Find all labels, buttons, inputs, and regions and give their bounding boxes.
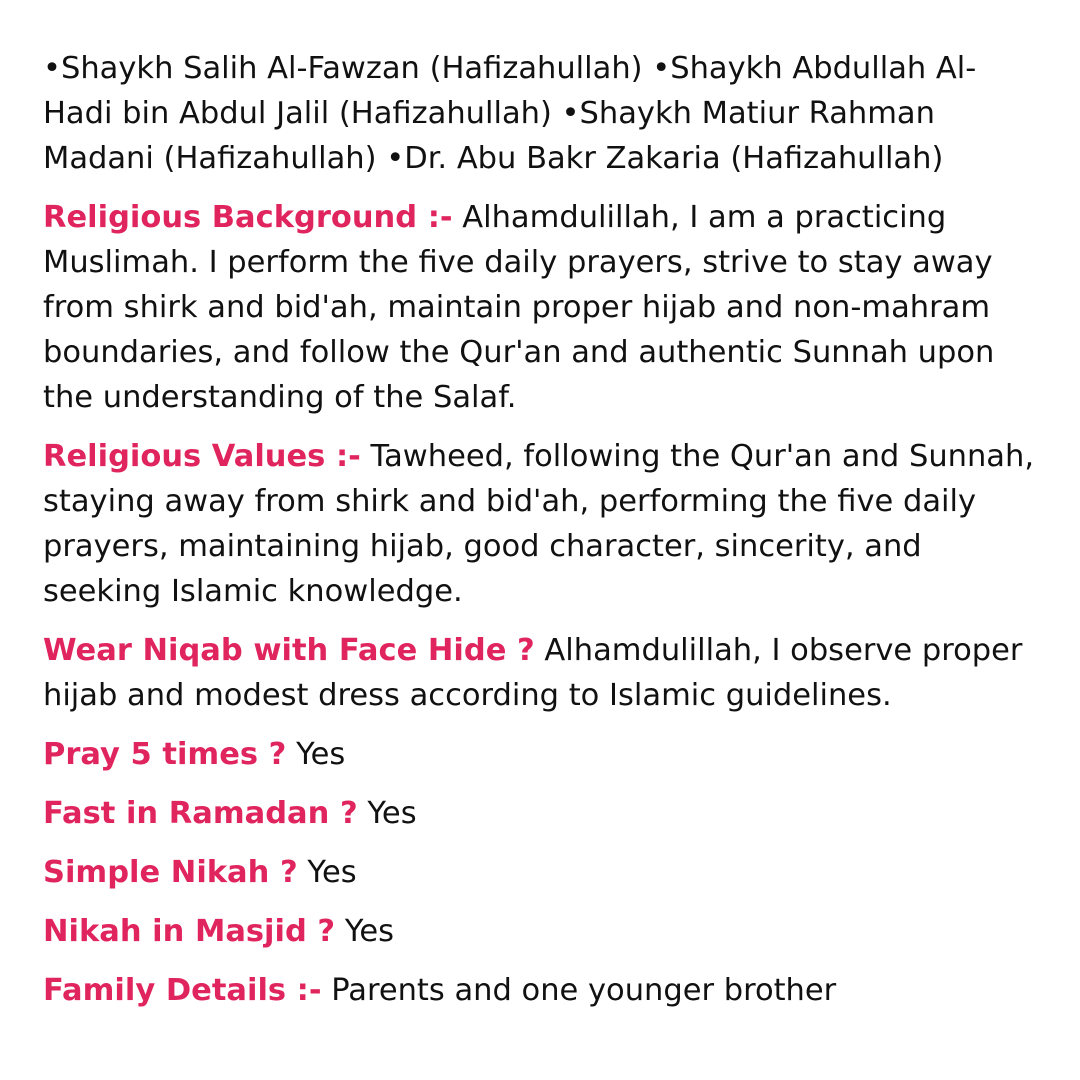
religious-values-section <box>43 434 1043 614</box>
nikah-masjid-section <box>43 909 1043 954</box>
fast-text: Yes <box>367 796 417 831</box>
pray-section <box>43 732 1043 777</box>
religious-background-label: Religious Background :- <box>43 200 453 235</box>
document-body <box>43 46 1043 1027</box>
simple-nikah-text: Yes <box>307 855 357 890</box>
niqab-text: Alhamdulillah, I observe proper hijab and modest dress according to Islamic guidelines. <box>43 633 1023 713</box>
fast-label: Fast in Ramadan ? <box>43 796 358 831</box>
nikah-masjid-label: Nikah in Masjid ? <box>43 914 336 949</box>
family-details-label: Family Details :- <box>43 973 322 1008</box>
niqab-label: Wear Niqab with Face Hide ? <box>43 633 535 668</box>
niqab-section <box>43 628 1043 718</box>
pray-text: Yes <box>296 737 346 772</box>
scholars-list <box>43 46 1043 181</box>
religious-values-label: Religious Values :- <box>43 439 361 474</box>
pray-label: Pray 5 times ? <box>43 737 287 772</box>
nikah-masjid-text: Yes <box>344 914 395 949</box>
religious-values-text: Tawheed, following the Qur'an and Sunnah, staying away from shirk and bid'ah, performing the five daily prayers, maintaining hijab, good character, sincerity, and seeking Islamic knowledge. <box>43 439 1035 609</box>
scholars-text: •Shaykh Salih Al-Fawzan (Hafizahullah) •Shaykh Abdullah Al-Hadi bin Abdul Jalil (Hafizahullah) •Shaykh Matiur Rahman Madani (Hafizahullah) •Dr. Abu Bakr Zakaria (Hafizahullah) <box>43 51 977 176</box>
family-details-text: Parents and one younger brother <box>331 973 837 1008</box>
simple-nikah-section <box>43 850 1043 895</box>
family-details-section <box>43 968 1043 1013</box>
religious-background-section <box>43 195 1043 420</box>
fast-section <box>43 791 1043 836</box>
religious-background-text: Alhamdulillah, I am a practicing Muslimah. I perform the five daily prayers, strive to stay away from shirk and bid'ah, maintain proper hijab and non-mahram boundaries, and follow the Qur'an and authentic Sunnah upon the understanding of the Salaf. <box>43 200 995 415</box>
simple-nikah-label: Simple Nikah ? <box>43 855 298 890</box>
